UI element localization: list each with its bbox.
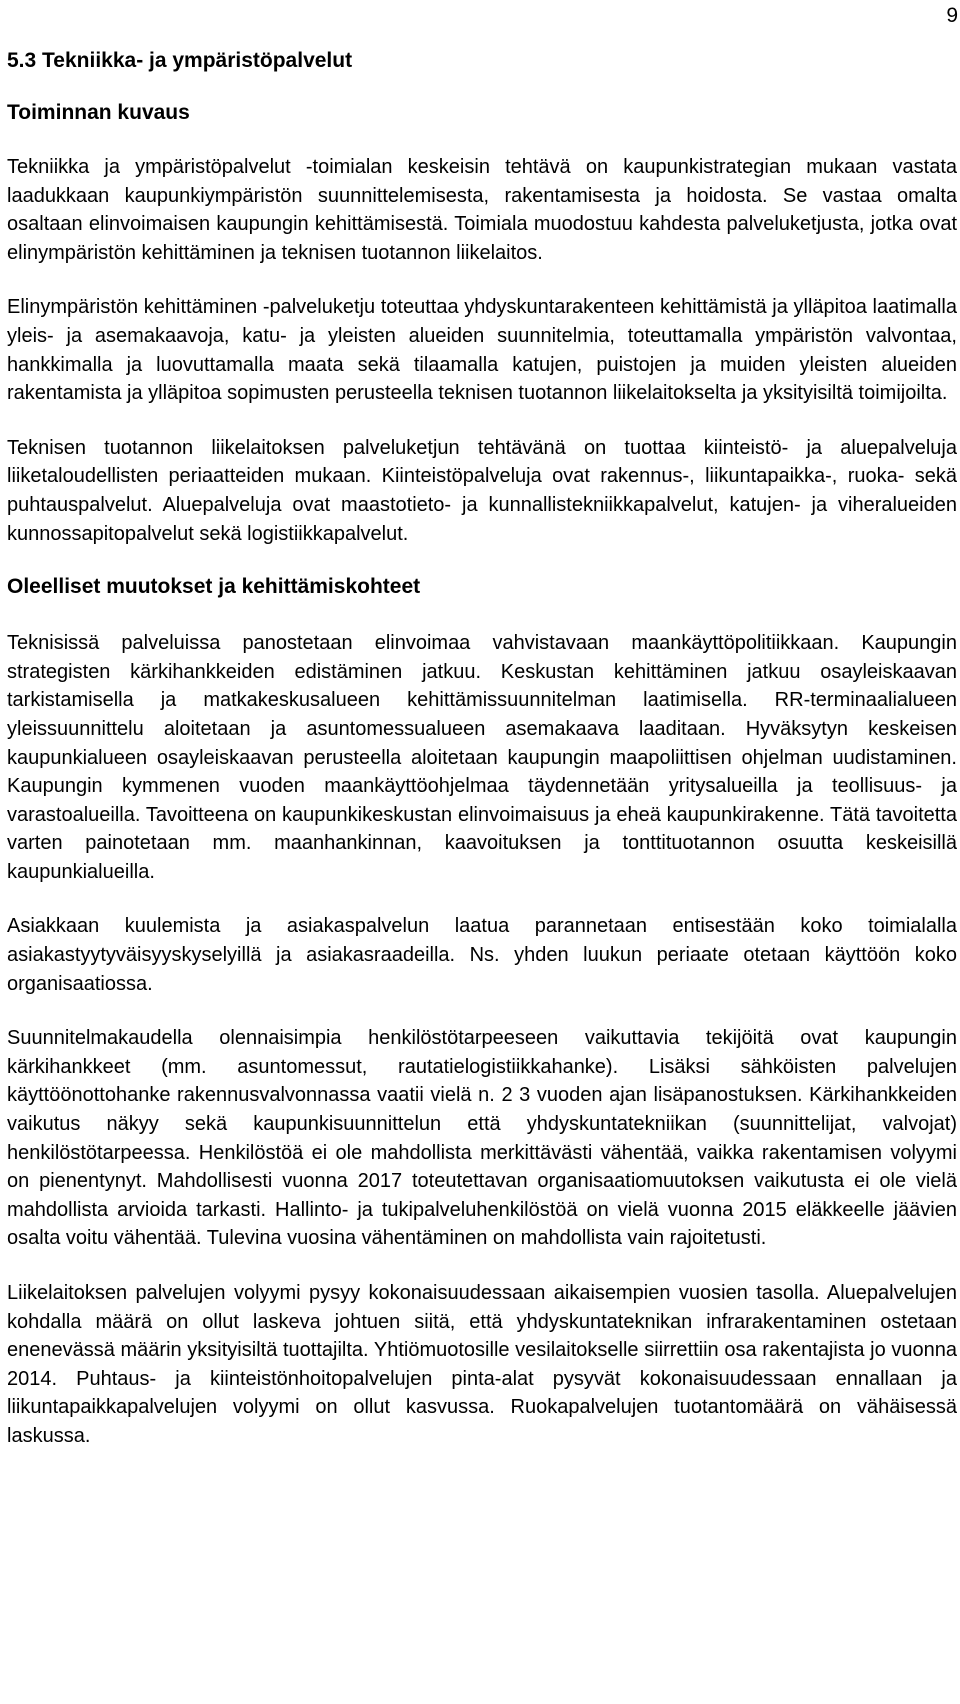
- paragraph: Liikelaitoksen palvelujen volyymi pysyy kokonaisuudessaan aikaisempien vuosien tasolla. Aluepalvelujen kohdalla määrä on ollut laskeva johtuen siitä, että yhdyskuntateknikan infrarakentaminen ostetaan enenevässä määrin yksityisiltä tuottajilta. Yhtiömuotosille vesilaitokselle siirrettiin osa rakentajista jo vuonna 2014. Puhtaus- ja kiinteistönhoitopalvelujen pinta-alat pysyvät kokonaisuudessaan ennallaan ja liikuntapaikkapalvelujen volyymi on ollut kasvussa. Ruokapalvelujen tuotantomäärä on vähäisessä laskussa.: [7, 1282, 957, 1447]
- paragraph: Teknisissä palveluissa panostetaan elinvoimaa vahvistavaan maankäyttöpolitiikkaan. Kaupungin strategisten kärkihankkeiden edistäminen jatkuu. Keskustan kehittäminen jatkuu osayleiskaavan tarkistamisella ja matkakeskusalueen kehittämissuunnitelman laatimisella. RR-terminaalialueen yleissuunnittelu aloitetaan ja asuntomessualueen asemakaava laaditaan. Hyväksytyn keskeisen kaupunkialueen osayleiskaavan perusteella aloitetaan kaupungin maapoliittisen ohjelman uudistaminen. Kaupungin kymmenen vuoden maankäyttöohjelmaa täydennetään yritysalueilla ja teollisuus- ja varastoalueilla. Tavoitteena on kaupunkikeskustan elinvoimaisuus ja eheä kaupunkirakenne. Tätä tavoitetta varten painotetaan mm. maanhankinnan, kaavoituksen ja tonttituotannon osuutta keskeisillä kaupunkialueilla.: [7, 632, 957, 883]
- paragraph: Tekniikka ja ympäristöpalvelut -toimialan keskeisin tehtävä on kaupunkistrategian mukaan vastata laadukkaan kaupunkiympäristön suunnittelemisesta, rakentamisesta ja hoidosta. Se vastaa omalta osaltaan elinvoimaisen kaupungin kehittämisestä. Toimiala muodostuu kahdesta palveluketjusta, jotka ovat elinympäristön kehittäminen ja teknisen tuotannon liikelaitos.: [7, 156, 957, 264]
- paragraph: Asiakkaan kuulemista ja asiakaspalvelun laatua parannetaan entisestään koko toimialalla asiakastyytyväisyyskyselyillä ja asiakasraadeilla. Ns. yhden luukun periaate otetaan käyttöön koko organisaatiossa.: [7, 915, 957, 995]
- subheading-oleelliset-muutokset: Oleelliset muutokset ja kehittämiskohteet: [7, 575, 421, 599]
- section-title: 5.3 Tekniikka- ja ympäristöpalvelut: [7, 49, 353, 72]
- paragraph: Elinympäristön kehittäminen -palveluketju toteuttaa yhdyskuntarakenteen kehittämistä ja ylläpitoa laatimalla yleis- ja asemakaavoja, katu- ja yleisten alueiden suunnitelmia, toteuttamalla ympäristön valvontaa, hankkimalla ja luovuttamalla maata sekä tilaamalla katujen, puistojen ja muiden yleisten alueiden rakentamista ja ylläpitoa sopimusten perusteella teknisen tuotannon liikelaitokselta ja yksityisiltä toimijoilta.: [7, 296, 957, 405]
- subheading-toiminnan-kuvaus: Toiminnan kuvaus: [7, 101, 190, 124]
- document-body: [7, 48, 957, 1451]
- page-number: 9: [946, 4, 958, 27]
- paragraph: Teknisen tuotannon liikelaitoksen palveluketjun tehtävänä on tuottaa kiinteistö- ja aluepalveluja liiketaloudellisten periaatteiden mukaan. Kiinteistöpalveluja ovat rakennus-, liikuntapaikka-, ruoka- sekä puhtauspalvelut. Aluepalveluja ovat maastotieto- ja kunnallistekniikkapalvelut, katujen- ja viheralueiden kunnossapitopalvelut sekä logistiikkapalvelut.: [7, 436, 957, 545]
- paragraph: Suunnitelmakaudella olennaisimpia henkilöstötarpeeseen vaikuttavia tekijöitä ovat kaupungin kärkihankkeet (mm. asuntomessut, rautatielogistiikkahanke). Lisäksi sähköisten palvelujen käyttöönottohanke rakennusvalvonnassa vaatii vielä n. 2 3 vuoden ajan lisäpanostuksen. Kärkihankkeiden vaikutus näkyy sekä kaupunkisuunnittelun että yhdyskuntatekniikan (suunnittelijat, valvojat) henkilöstötarpeessa. Henkilöstöä ei ole mahdollista merkittävästi vähentää, vaikka rakentamisen volyymi on pienentynyt. Mahdollisesti vuonna 2017 toteutettavan organisaatiomuutoksen vaikutusta ei ole vielä mahdollista arvioida tarkasti. Hallinto- ja tukipalveluhenkilöstöä on vielä vuonna 2015 eläkkeelle jäävien osalta voitu vähentää. Tulevina vuosina vähentäminen on mahdollista vain rajoitetusti.: [7, 1027, 957, 1250]
